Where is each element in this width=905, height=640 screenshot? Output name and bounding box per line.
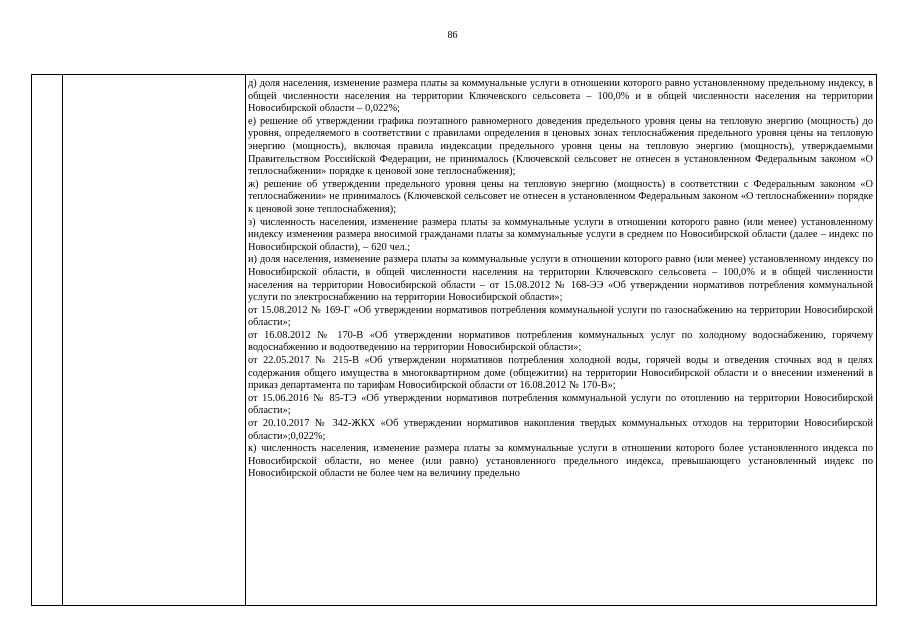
- paragraph-order-215-v: от 22.05.2017 № 215-В «Об утверждении нормативов потребления холодной воды, горячей воды и отведения сточных вод в целях содержания общего имущества в многоквартирном доме (общежитии) на территории Новосибирской области и о внесении изменений в приказ департамента по тарифам Новосибирской области от 16.08.2012 № 170-В»;: [248, 355, 873, 392]
- table-cell-content: [246, 75, 877, 606]
- paragraph-i: и) доля населения, изменение размера платы за коммунальные услуги в отношении которого равно (или менее) установленному индексу по Новосибирской области, в общей численности населения на территории Ключевского сельсовета – 100,0% и в общей численности населения на территории Новосибирской области – от 15.08.2012 № 168-ЭЭ «Об утверждении нормативов потребления коммунальной услуги по электроснабжению на территории Новосибирской области»;: [248, 254, 873, 304]
- paragraph-order-169-g: от 15.08.2012 № 169-Г «Об утверждении нормативов потребления коммунальной услуги по газоснабжению на территории Новосибирской области»;: [248, 304, 873, 329]
- table-row: [32, 75, 877, 606]
- page-number: 86: [447, 30, 458, 41]
- paragraph-order-85-te: от 15.06.2016 № 85-ТЭ «Об утверждении нормативов потребления коммунальной услуги по отоплению на территории Новосибирской области»;: [248, 392, 873, 417]
- table-cell-name: [63, 75, 246, 606]
- document-table: [31, 74, 877, 606]
- paragraph-order-170-v: от 16.08.2012 № 170-В «Об утверждении нормативов потребления коммунальных услуг по холодному водоснабжению, горячему водоснабжению и водоотведению на территории Новосибирской области»;: [248, 329, 873, 354]
- paragraph-e: е) решение об утверждении графика поэтапного равномерного доведения предельного уровня цены на тепловую энергию (мощность) до уровня, определяемого в соответствии с правилами определения в ценовых зонах теплоснабжения предельного уровня цены на тепловую энергию (мощность), включая правила индексации предельного уровня цены на тепловую энергию (мощность), утверждаемыми Правительством Российской Федерации, не принималось (Ключевской сельсовет не отнесен в установленном Федеральным законом «О теплоснабжении» порядке к ценовой зоне теплоснабжения);: [248, 115, 873, 178]
- paragraph-z: з) численность населения, изменение размера платы за коммунальные услуги в отношении которого равно (или менее) установленному индексу изменения размера вносимой гражданами платы за коммунальные услуги в среднем по Новосибирской области (далее – индекс по Новосибирской области), – 620 чел.;: [248, 216, 873, 253]
- paragraph-order-342-zhkh: от 20.10.2017 № 342-ЖКХ «Об утверждении нормативов накопления твердых коммунальных отходов на территории Новосибирской области»;0,022%;: [248, 418, 873, 442]
- paragraph-zh: ж) решение об утверждении предельного уровня цены на тепловую энергию (мощность) в соответствии с Федеральным законом «О теплоснабжении» не принималось (Ключевской сельсовет не отнесен в установленном Федеральным законом «О теплоснабжении» порядке к ценовой зоне теплоснабжения);: [248, 178, 873, 215]
- paragraph-k: к) численность населения, изменение размера платы за коммунальные услуги в отношении которого более установленного индекса по Новосибирской области, но менее (или равно) установленного предельного индекса, превышающего установленный индекс по Новосибирской области не более чем на величину предельно: [248, 443, 873, 480]
- table-cell-number: [32, 75, 63, 606]
- paragraph-d: д) доля населения, изменение размера платы за коммунальные услуги в отношении которого равно установленному предельному индексу, в общей численности населения на территории Ключевского сельсовета – 100,0% и в общей численности населения на территории Новосибирской области – 0,022%;: [248, 78, 873, 115]
